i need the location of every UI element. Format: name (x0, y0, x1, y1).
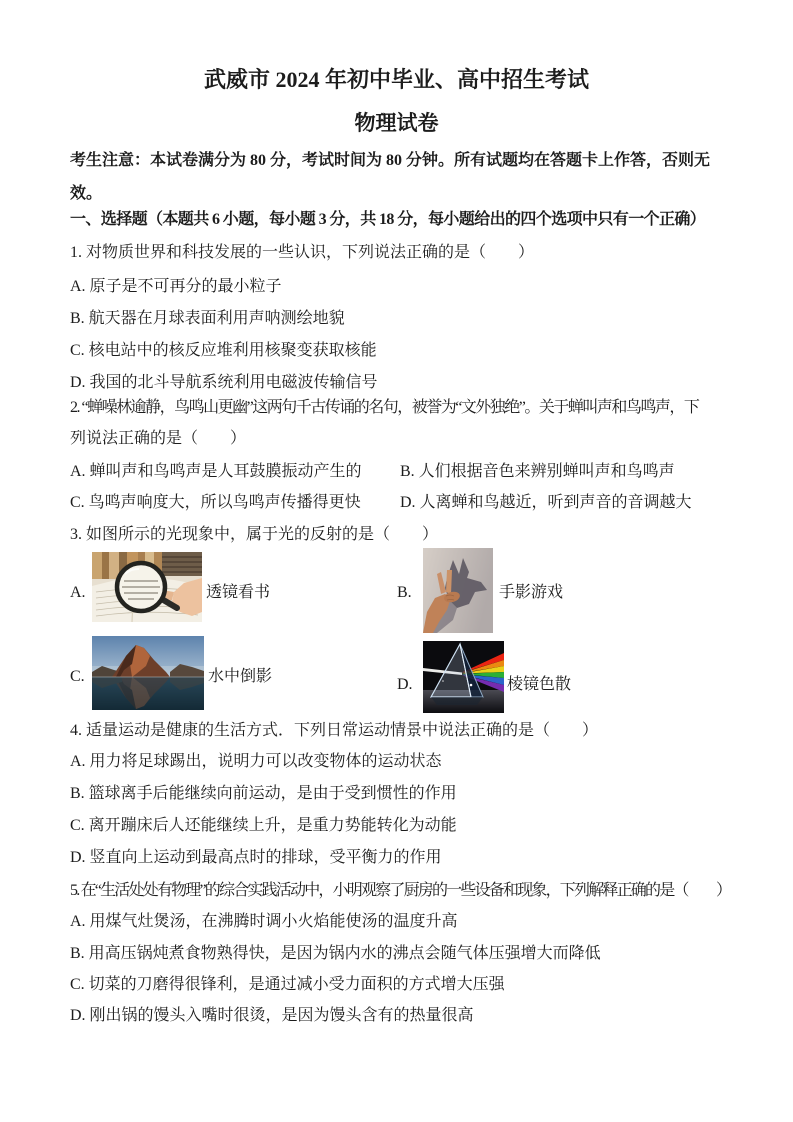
q2-stem-line-1: 2. “蝉噪林逾静，鸟鸣山更幽”这两句千古传诵的名句，被誉为“文外独绝”。关于蝉叫声和鸟鸣声，下 (70, 399, 699, 416)
q3-option-a-label: A. (70, 584, 86, 601)
exam-subtitle: 物理试卷 (354, 111, 439, 135)
q1-option-b: B. 航天器在月球表面利用声呐测绘地貌 (70, 310, 345, 327)
hand-shadow-photo (423, 548, 493, 633)
q2-option-c: C. 鸟鸣声响度大，所以鸟鸣声传播得更快 (70, 494, 361, 511)
q3-option-d-label: D. (397, 676, 413, 693)
q3-option-b-label: B. (397, 584, 412, 601)
q5-option-a: A. 用煤气灶煲汤，在沸腾时调小火焰能使汤的温度升高 (70, 913, 458, 930)
q3-option-b-caption: 手影游戏 (499, 584, 564, 601)
q4-stem: 4. 适量运动是健康的生活方式．下列日常运动情景中说法正确的是（ ） (70, 722, 599, 739)
q5-option-c: C. 切菜的刀磨得很锋利，是通过减小受力面积的方式增大压强 (70, 976, 505, 993)
notice-line-1: 考生注意：本试卷满分为 80 分，考试时间为 80 分钟。所有试题均在答题卡上作答，否则无 (70, 152, 711, 169)
q2-option-d: D. 人离蝉和鸟越近，听到声音的音调越大 (400, 494, 692, 511)
exam-title: 武威市 2024 年初中毕业、高中招生考试 (203, 67, 589, 92)
q4-option-a: A. 用力将足球踢出，说明力可以改变物体的运动状态 (70, 753, 442, 770)
q3-option-a-caption: 透镜看书 (206, 584, 271, 601)
section-1-header: 一、选择题（本题共 6 小题，每小题 3 分，共 18 分，每小题给出的四个选项中只有一个正确） (70, 211, 706, 228)
q1-stem: 1. 对物质世界和科技发展的一些认识，下列说法正确的是（ ） (70, 244, 535, 261)
q3-option-c-label: C. (70, 668, 85, 685)
magnifying-glass-reading-photo (92, 552, 202, 622)
q1-option-d: D. 我国的北斗导航系统利用电磁波传输信号 (70, 374, 378, 391)
q4-option-d: D. 竖直向上运动到最高点时的排球，受平衡力的作用 (70, 849, 442, 866)
q1-option-c: C. 核电站中的核反应堆利用核聚变获取核能 (70, 342, 377, 359)
q3-option-c-caption: 水中倒影 (208, 668, 273, 685)
q5-option-d: D. 刚出锅的馒头入嘴时很烫，是因为馒头含有的热量很高 (70, 1007, 474, 1024)
q2-option-a: A. 蝉叫声和鸟鸣声是人耳鼓膜振动产生的 (70, 463, 362, 480)
q5-option-b: B. 用高压锅炖煮食物熟得快，是因为锅内水的沸点会随气体压强增大而降低 (70, 945, 601, 962)
q4-option-c: C. 离开蹦床后人还能继续上升，是重力势能转化为动能 (70, 817, 457, 834)
q3-stem: 3. 如图所示的光现象中，属于光的反射的是（ ） (70, 526, 439, 543)
q1-option-a: A. 原子是不可再分的最小粒子 (70, 278, 282, 295)
q2-stem-line-2: 列说法正确的是（ ） (70, 430, 247, 447)
notice-line-2: 效。 (70, 185, 103, 202)
q5-stem: 5. 在“生活处处有物理”的综合实践活动中，小明观察了厨房的一些设备和现象，下列解释正确的是（ ） (70, 882, 731, 899)
q2-option-b: B. 人们根据音色来辨别蝉叫声和鸟鸣声 (400, 463, 675, 480)
mountain-water-reflection-photo (92, 636, 204, 710)
prism-dispersion-photo (423, 641, 504, 713)
q3-option-d-caption: 棱镜色散 (507, 676, 572, 693)
q4-option-b: B. 篮球离手后能继续向前运动，是由于受到惯性的作用 (70, 785, 457, 802)
